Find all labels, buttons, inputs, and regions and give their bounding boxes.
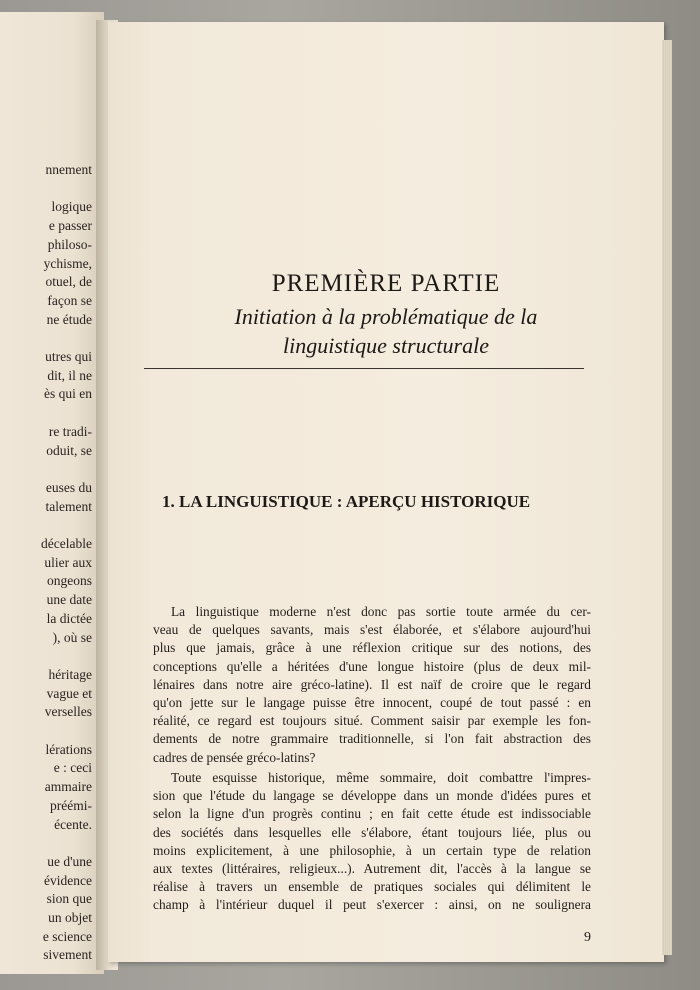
left-page-line: préémi-	[50, 797, 92, 813]
part-title: PREMIÈRE PARTIE	[271, 270, 501, 297]
page-number: 9	[584, 930, 591, 945]
left-page	[0, 12, 104, 974]
left-page-line: ulier aux	[44, 554, 92, 570]
left-page-line: ammaire	[44, 779, 92, 795]
text-line: réalise à travers un ensemble de pratiques sociales qui délimitent le	[153, 879, 591, 895]
left-page-line: lérations	[45, 741, 92, 757]
text-line: des sociétés dans lesquelles elle s'élabore, étant toujours liée, plus ou	[153, 824, 591, 840]
left-page-line: héritage	[48, 666, 92, 682]
left-page-line: façon se	[47, 292, 92, 308]
left-page-line: utres qui	[45, 349, 92, 364]
left-page-line: sivement	[43, 947, 92, 963]
title-rule	[144, 368, 584, 369]
left-page-line: sion que	[46, 891, 92, 907]
left-page-line: dit, il ne	[47, 367, 92, 383]
part-subtitle-line-1: Initiation à la problématique de la	[234, 304, 538, 329]
left-page-line: verselles	[44, 704, 92, 720]
left-page-line: un objet	[48, 910, 92, 925]
text-line: La linguistique moderne n'est donc pas sortie toute armée du cer-	[171, 604, 591, 619]
text-line: moins explicitement, à une philosophie, à un certain type de relation	[153, 842, 591, 858]
left-page-line: ychisme,	[43, 255, 92, 271]
text-line: sion que l'étude du langage se développe dans un monde d'idées pures et	[153, 788, 591, 804]
left-page-line: e science	[42, 928, 92, 944]
left-page-line: talement	[45, 498, 92, 514]
left-page-line: ), où se	[52, 629, 92, 645]
left-page-line: e : ceci	[53, 760, 92, 776]
left-page-line: écente.	[54, 816, 92, 832]
left-page-line: ne étude	[46, 311, 92, 327]
text-line: conceptions qu'elle a héritées d'une longue histoire (plus de deux mil-	[153, 658, 591, 674]
left-page-line: euses du	[45, 479, 92, 495]
part-subtitle-line-2: linguistique structurale	[283, 333, 489, 358]
text-line: qu'on jette sur le langage puisse être innocent, coupé de tout passé : en	[153, 695, 591, 710]
left-page-line: vague et	[46, 685, 92, 701]
right-page	[108, 22, 664, 962]
text-line: champ à l'intérieur duquel il peut s'exercer : ainsi, on ne soulignera	[153, 897, 591, 913]
text-line: réalité, ce regard est toujours situé. Comment saisir par exemple les fon-	[153, 713, 591, 729]
text-line: aux textes (littéraires, religieux...). Autrement dit, l'accès à la langue se	[153, 861, 591, 876]
text-line: lénaires dans notre aire gréco-latine). Il est naïf de croire que le regard	[153, 676, 591, 692]
left-page-line: philoso-	[47, 236, 92, 252]
text-line: cadres de pensée gréco-latins?	[153, 749, 316, 765]
left-page-line: la dictée	[46, 610, 92, 626]
left-page-line: nnement	[45, 162, 92, 177]
left-page-line: ongeons	[47, 573, 92, 589]
left-page-line: logique	[51, 199, 92, 215]
left-page-line: re tradi-	[48, 423, 92, 439]
page-edge	[662, 40, 672, 955]
text-line: dements de notre grammaire traditionnelle, si l'on fait abstraction des	[153, 731, 591, 747]
left-page-line: ue d'une	[47, 853, 92, 869]
left-page-line: décelable	[41, 536, 92, 551]
left-page-line: évidence	[44, 872, 92, 888]
text-line: plus que jamais, grâce à une réflexion critique sur des notions, des	[153, 640, 591, 656]
text-line: veau de quelques savants, mais s'est élaborée, et s'élabore aujourd'hui	[153, 622, 591, 638]
left-page-line: une date	[46, 592, 92, 608]
left-page-line: otuel, de	[45, 274, 92, 290]
left-page-line: ès qui en	[44, 386, 92, 402]
left-page-line: oduit, se	[46, 442, 92, 458]
text-line: Toute esquisse historique, même sommaire, doit combattre l'impres-	[171, 770, 591, 785]
left-page-line: e passer	[48, 218, 92, 234]
text-line: selon la ligne d'un progrès continu ; en fait cette étude est indissociable	[153, 806, 591, 822]
section-heading: 1. LA LINGUISTIQUE : APERÇU HISTORIQUE	[162, 492, 531, 511]
